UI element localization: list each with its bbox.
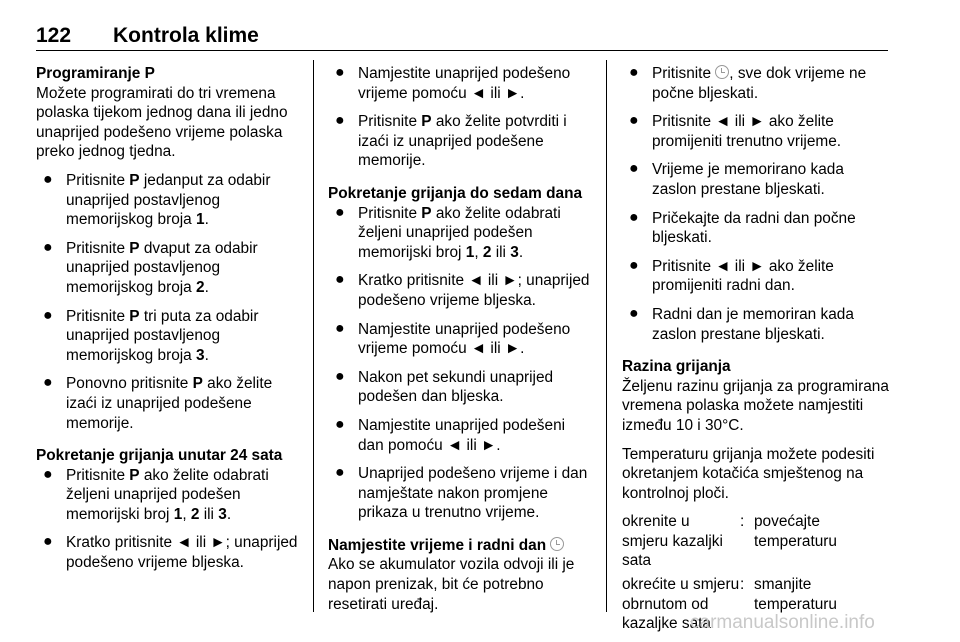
page-title: Kontrola klime (113, 24, 259, 47)
page-number: 122 (36, 24, 72, 47)
list-item: ● Namjestite unaprijed podešeno vrijeme pomoću ◄ ili ►. (335, 319, 571, 358)
list-item: ● Namjestite unaprijed podešeno vrijeme pomoću ◄ ili ►. (335, 64, 571, 102)
table-row (622, 512, 890, 575)
table-cell: smanjite temperaturu (754, 576, 837, 613)
paragraph: Željenu razinu grijanja za programirana vremena polaska možete namjestiti između 10 i 30°C. (622, 377, 889, 434)
column-1 (36, 64, 300, 586)
table-cell: okrenite u smjeru kazaljki sata (622, 513, 723, 570)
section-heading: Razina grijanja (622, 358, 731, 376)
list-item: ● Nakon pet sekundi unaprijed podešen dan bljeska. (335, 367, 554, 406)
column-3 (622, 64, 890, 638)
list-item: ● Pritisnite P ako želite odabrati željeni unaprijed podešen memorijski broj 1, 2 ili 3. (43, 465, 269, 523)
list-item: ● Radni dan je memoriran kada zaslon prestane bljeskati. (629, 304, 854, 343)
section-heading: Namjestite vrijeme i radni dan (328, 536, 594, 556)
bullet-list (36, 171, 300, 433)
column-divider (606, 60, 607, 612)
list-item: ● Namjestite unaprijed podešeni dan pomoću ◄ ili ►. (335, 415, 566, 454)
list-item: ● Pritisnite ◄ ili ► ako želite promijeniti trenutno vrijeme. (629, 112, 842, 150)
list-item: ● Pritisnite , sve dok vrijeme ne počne bljeskati. (629, 64, 867, 102)
list-item: ● Pritisnite P ako želite potvrditi i izaći iz unaprijed podešene memorije. (335, 112, 567, 170)
list-item: ● Pritisnite P jedanput za odabir unaprijed postavljenog memorijskog broja 1. (43, 170, 271, 229)
bullet-list (328, 204, 594, 523)
list-item: ● Unaprijed podešeno vrijeme i dan namještate nakon promjene prikaza u trenutno vrijeme. (335, 464, 588, 522)
list-item: ● Pritisnite P ako želite odabrati željeni unaprijed podešen memorijski broj 1, 2 ili 3. (335, 203, 561, 261)
list-item: ● Ponovno pritisnite P ako želite izaći iz unaprijed podešene memorije. (43, 374, 273, 432)
paragraph: Možete programirati do tri vremena polaska tijekom jednog dana ili jedno unaprijed podešeno vrijeme polaska preko jednog tjedna. (36, 84, 288, 161)
bullet-list (36, 466, 300, 573)
clock-icon (550, 537, 564, 551)
clock-icon (715, 65, 729, 79)
table-cell: : (740, 576, 745, 594)
list-item: ● Pričekajte da radni dan počne bljeskati. (629, 208, 856, 247)
bullet-list (622, 64, 890, 344)
paragraph: Ako se akumulator vozila odvoji ili je napon prenizak, bit će potrebno resetirati uređaj. (328, 556, 575, 613)
column-2 (328, 64, 594, 623)
column-divider (313, 60, 314, 612)
table-cell: okrećite u smjeru obrnutom od kazaljke sata (622, 576, 740, 633)
section-heading: Pokretanje grijanja unutar 24 sata (36, 447, 283, 465)
list-item: ● Kratko pritisnite ◄ ili ►; unaprijed podešeno vrijeme bljeska. (335, 271, 590, 309)
list-item: ● Kratko pritisnite ◄ ili ►; unaprijed podešeno vrijeme bljeska. (43, 533, 298, 572)
list-item: ● Pritisnite P dvaput za odabir unaprijed postavljenog memorijskog broja 2. (43, 238, 258, 296)
bullet-list (328, 64, 594, 171)
paragraph: Temperaturu grijanja možete podesiti okretanjem kotačića smještenog na kontrolnoj ploči. (622, 445, 875, 502)
section-heading: Programiranje P (36, 65, 155, 82)
table-cell: : (740, 513, 745, 531)
watermark: carmanualsonline.info (690, 612, 875, 633)
section-heading: Pokretanje grijanja do sedam dana (328, 184, 583, 202)
list-item: ● Pritisnite ◄ ili ► ako želite promijeniti radni dan. (629, 256, 834, 295)
list-item: ● Vrijeme je memorirano kada zaslon prestane bljeskati. (629, 160, 844, 198)
list-item: ● Pritisnite P tri puta za odabir unaprijed postavljenog memorijskog broja 3. (43, 306, 259, 364)
page-header (36, 18, 888, 51)
table-cell: povećajte temperaturu (754, 513, 837, 550)
